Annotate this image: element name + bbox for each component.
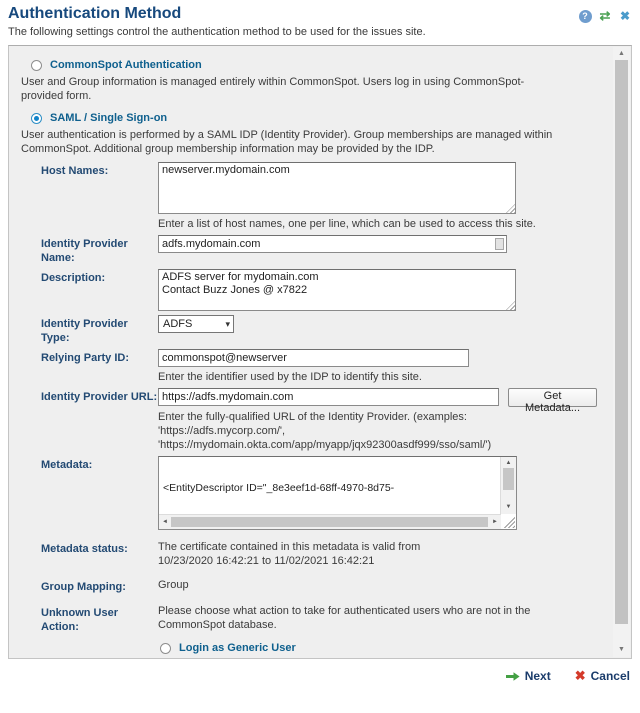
host-names-textarea[interactable] xyxy=(158,162,516,214)
radio-circle-selected[interactable] xyxy=(31,113,42,124)
metadata-vertical-scrollbar[interactable] xyxy=(500,457,516,514)
description-textarea[interactable] xyxy=(158,269,516,311)
close-icon[interactable]: ✖ xyxy=(619,9,631,23)
resize-grip-icon[interactable] xyxy=(503,516,515,528)
scroll-up-icon[interactable]: ▲ xyxy=(505,460,512,466)
metadata-status-line-1: The certificate contained in this metadata is valid from xyxy=(158,541,421,553)
metadata-status-label: Metadata status: xyxy=(41,543,128,555)
help-icon[interactable]: ? xyxy=(578,9,592,23)
next-arrow-icon xyxy=(506,672,520,681)
identity-provider-url-input[interactable] xyxy=(158,388,499,406)
commonspot-auth-description: User and Group information is managed entirely within CommonSpot. Users log in using CommonSpot-provided form. xyxy=(21,76,525,102)
identity-provider-name-field xyxy=(158,235,507,253)
radio-label: Login as Generic User xyxy=(179,642,296,654)
selected-option: ADFS xyxy=(163,318,193,330)
description-label: Description: xyxy=(41,272,106,284)
cancel-x-icon: ✖ xyxy=(574,668,586,683)
scrollbar-thumb[interactable] xyxy=(615,60,628,624)
identity-provider-type-select[interactable] xyxy=(158,315,234,333)
get-metadata-button[interactable]: Get Metadata... xyxy=(508,388,597,407)
dialog-footer xyxy=(0,669,640,683)
identity-provider-url-help-1: Enter the fully-qualified URL of the Identity Provider. (examples: xyxy=(158,411,467,423)
radio-commonspot-authentication[interactable] xyxy=(31,58,597,72)
scroll-right-icon[interactable]: ► xyxy=(492,519,498,525)
radio-saml-single-sign-on[interactable] xyxy=(31,111,597,125)
host-names-label: Host Names: xyxy=(41,165,109,177)
chevron-down-icon: ▾ xyxy=(225,318,230,329)
header-icons xyxy=(578,9,632,23)
relying-party-id-input[interactable] xyxy=(158,349,469,367)
scroll-left-icon[interactable]: ◄ xyxy=(162,519,168,525)
group-mapping-label: Group Mapping: xyxy=(41,581,126,593)
identity-provider-url-help-3: 'https://mydomain.okta.com/app/myapp/jqx92300asdf999/sso/saml/') xyxy=(158,439,492,451)
saml-description: User authentication is performed by a SAML IDP (Identity Provider). Group memberships are managed within CommonSpot. Additional group membership information may be provided by the IDP. xyxy=(21,129,553,155)
relying-party-id-help: Enter the identifier used by the IDP to identify this site. xyxy=(158,371,422,383)
radio-login-as-generic-user[interactable] xyxy=(160,641,597,655)
page-subtitle: The following settings control the authentication method to be used for the issues site. xyxy=(8,26,426,38)
identity-provider-url-label: Identity Provider URL: xyxy=(41,391,158,403)
refresh-icon[interactable]: ⇄ xyxy=(599,8,611,23)
metadata-content: <EntityDescriptor ID="_8e3eef1d-68ff-4970-8d75- xyxy=(163,481,395,494)
scroll-up-icon[interactable]: ▲ xyxy=(618,50,625,57)
panel-scrollbar[interactable] xyxy=(613,47,630,657)
radio-label: SAML / Single Sign-on xyxy=(50,112,168,124)
group-mapping-value: Group xyxy=(158,579,189,591)
unknown-user-action-description: Please choose what action to take for authenticated users who are not in the CommonSpot database. xyxy=(158,605,531,631)
settings-panel xyxy=(8,45,632,659)
scroll-down-icon[interactable]: ▼ xyxy=(505,504,512,510)
radio-circle[interactable] xyxy=(31,60,42,71)
radio-label: CommonSpot Authentication xyxy=(50,59,202,71)
unknown-user-action-label: Unknown User Action: xyxy=(41,607,119,633)
cancel-button[interactable]: ✖ Cancel xyxy=(574,668,630,683)
autofill-marker-icon xyxy=(495,238,504,250)
scrollbar-thumb[interactable] xyxy=(503,468,514,490)
dialog-header xyxy=(0,0,640,39)
scroll-down-icon[interactable]: ▼ xyxy=(618,646,625,653)
identity-provider-type-label: Identity Provider Type: xyxy=(41,318,128,344)
identity-provider-name-label: Identity Provider Name: xyxy=(41,238,128,264)
next-button[interactable]: Next xyxy=(506,669,551,683)
host-names-help: Enter a list of host names, one per line, which can be used to access this site. xyxy=(158,218,536,230)
radio-circle[interactable] xyxy=(160,643,171,654)
page-title: Authentication Method xyxy=(8,5,182,22)
metadata-horizontal-scrollbar[interactable] xyxy=(159,514,501,529)
scrollbar-thumb[interactable] xyxy=(171,517,488,527)
metadata-status-line-2: 10/23/2020 16:42:21 to 11/02/2021 16:42:21 xyxy=(158,555,375,567)
metadata-label: Metadata: xyxy=(41,459,93,471)
relying-party-id-label: Relying Party ID: xyxy=(41,352,130,364)
identity-provider-url-help-2: 'https://adfs.mycorp.com/', xyxy=(158,425,286,437)
identity-provider-name-input[interactable] xyxy=(159,237,495,251)
metadata-textarea[interactable] xyxy=(158,456,517,530)
